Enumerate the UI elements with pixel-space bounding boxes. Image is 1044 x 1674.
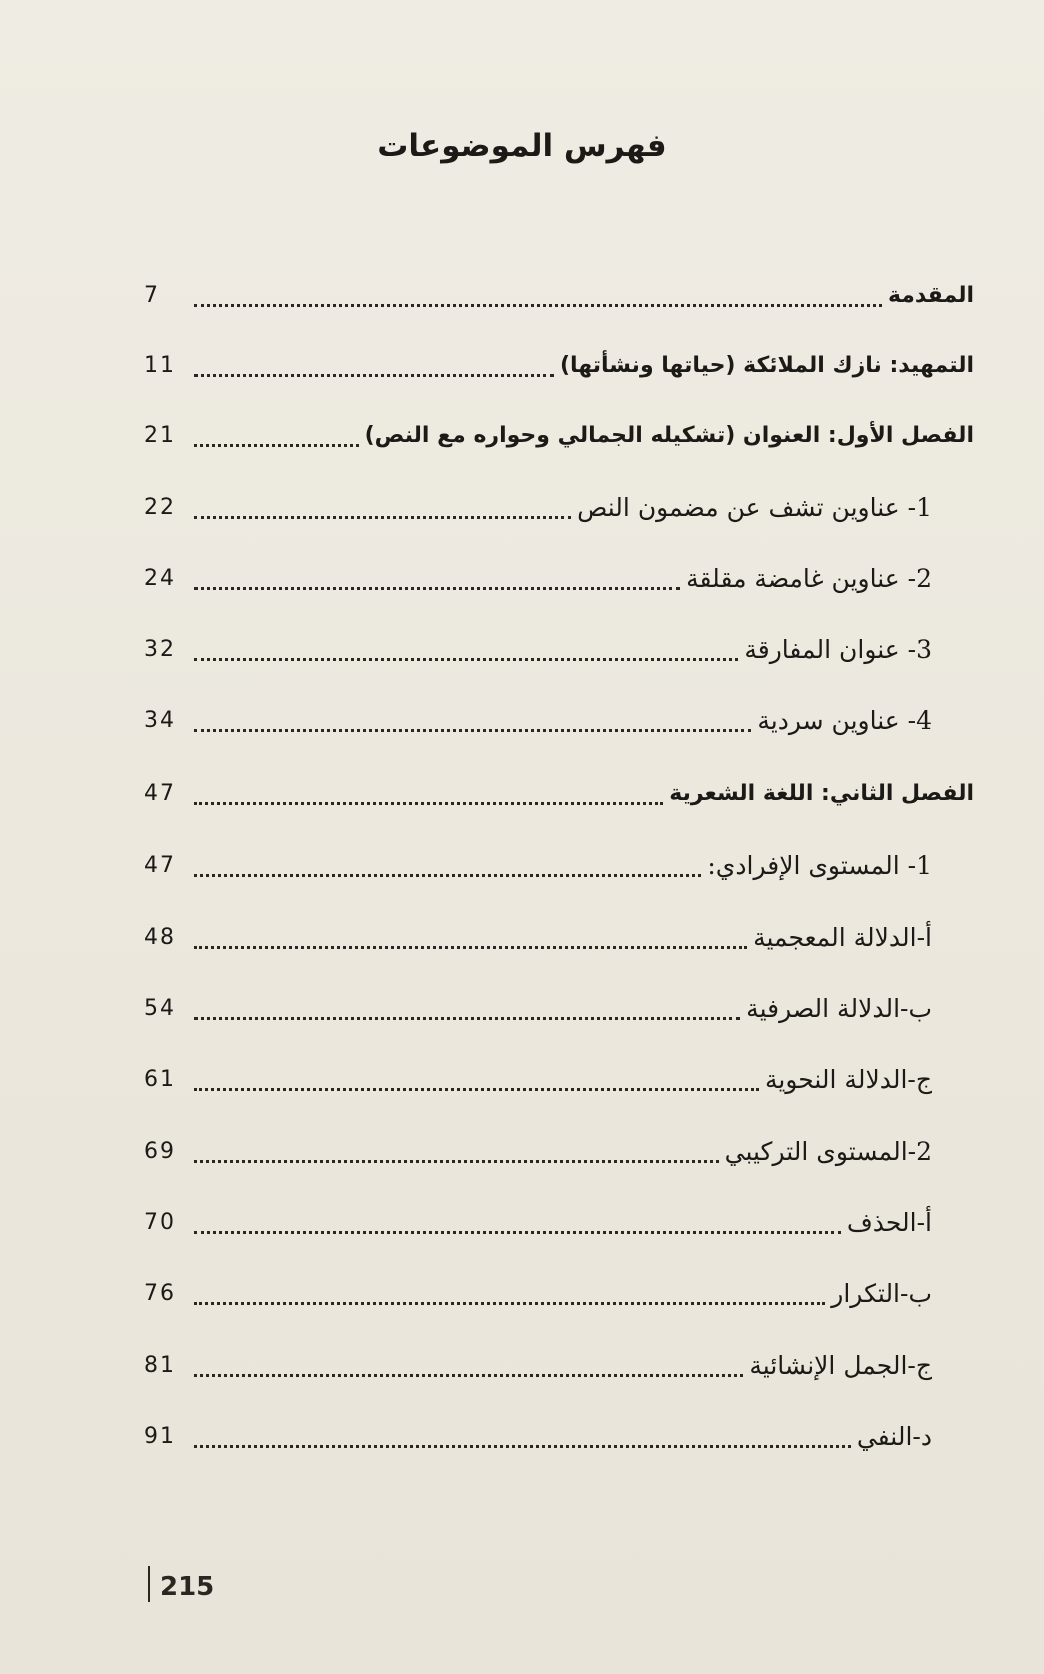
toc-entry-page: 69 (144, 1139, 176, 1164)
toc-entry-page: 61 (144, 1067, 176, 1092)
toc-entry-page: 47 (144, 781, 176, 806)
dot-leader (194, 1374, 743, 1377)
dot-leader (194, 516, 571, 519)
toc-entry-page: 32 (144, 637, 176, 662)
toc-entry-page: 24 (144, 566, 176, 591)
toc-entry-label: 2- عناوين غامضة مقلقة (686, 564, 932, 593)
dot-leader (194, 1231, 841, 1234)
toc-entry-label: 4- عناوين سردية (757, 706, 932, 735)
toc-entry (144, 842, 974, 886)
dot-leader (194, 1088, 759, 1091)
dot-leader (194, 658, 738, 661)
toc-entry-label: المقدمة (887, 283, 974, 308)
toc-entry (144, 626, 974, 670)
dot-leader (194, 1302, 825, 1305)
toc-entry-page: 21 (144, 423, 176, 448)
toc-entry-page: 81 (144, 1353, 176, 1378)
toc-entry (144, 412, 974, 456)
toc-entry-page: 76 (144, 1281, 176, 1306)
dot-leader (194, 1160, 719, 1163)
toc-entry-label: ب-التكرار (831, 1279, 932, 1308)
folio-rule (148, 1566, 150, 1602)
toc-entry-label: أ-الدلالة المعجمية (753, 923, 932, 952)
toc-entry-page: 70 (144, 1210, 176, 1235)
toc-entry (144, 1056, 974, 1100)
toc-entry (144, 914, 974, 958)
toc-entry-page: 7 (144, 283, 160, 308)
dot-leader (194, 444, 359, 447)
dot-leader (194, 1017, 740, 1020)
toc-entry-label: أ-الحذف (846, 1208, 932, 1237)
toc-entry-label: 2-المستوى التركيبي (724, 1137, 932, 1166)
toc-entry-page: 11 (144, 353, 176, 378)
toc-entry (144, 272, 974, 316)
toc-entry-page: 47 (144, 853, 176, 878)
toc-entry (144, 985, 974, 1029)
toc-entry-label: 3- عنوان المفارقة (744, 635, 932, 664)
toc-entry (144, 1270, 974, 1314)
toc-entry-page: 54 (144, 996, 176, 1021)
toc-entry-page: 22 (144, 495, 176, 520)
toc-entry-label: د-النفي (856, 1422, 932, 1451)
toc-entry-label: الفصل الأول: العنوان (تشكيله الجمالي وحواره مع النص) (364, 423, 974, 448)
dot-leader (194, 946, 747, 949)
dot-leader (194, 802, 663, 805)
toc-entry-page: 34 (144, 708, 176, 733)
toc-entry-label: ج-الدلالة النحوية (764, 1065, 932, 1094)
toc-entry-page: 48 (144, 925, 176, 950)
toc-entry (144, 1199, 974, 1243)
toc-entry-label: 1- المستوى الإفرادي: (707, 851, 932, 880)
toc-entry (144, 484, 974, 528)
dot-leader (194, 304, 882, 307)
page-title: فهرس الموضوعات (377, 128, 667, 164)
toc-entry (144, 1128, 974, 1172)
toc-entry (144, 342, 974, 386)
dot-leader (194, 729, 751, 732)
toc-entry-label: 1- عناوين تشف عن مضمون النص (577, 493, 932, 522)
toc-entry-label: التمهيد: نازك الملائكة (حياتها ونشأتها) (559, 353, 974, 378)
dot-leader (194, 874, 701, 877)
dot-leader (194, 374, 554, 377)
toc-entry (144, 697, 974, 741)
toc-entry (144, 1413, 974, 1457)
dot-leader (194, 587, 680, 590)
dot-leader (194, 1445, 851, 1448)
toc-entry-label: الفصل الثاني: اللغة الشعرية (669, 781, 974, 806)
toc-entry (144, 770, 974, 814)
page-number: 215 (160, 1572, 215, 1602)
toc-entry (144, 555, 974, 599)
toc-entry (144, 1342, 974, 1386)
toc-entry-label: ج-الجمل الإنشائية (749, 1351, 932, 1380)
toc-entry-page: 91 (144, 1424, 176, 1449)
toc-entry-label: ب-الدلالة الصرفية (746, 994, 932, 1023)
